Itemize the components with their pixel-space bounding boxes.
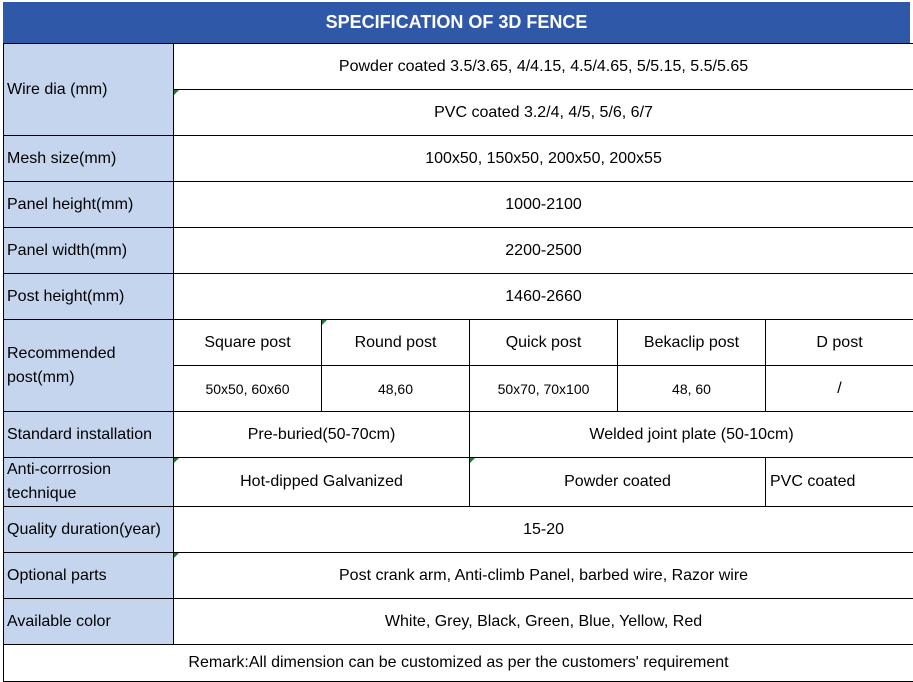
table-row [4, 228, 913, 274]
post-type-quick: Quick post [470, 320, 618, 366]
installation-label: Standard installation [4, 412, 174, 458]
post-size-round: 48,60 [322, 366, 470, 412]
corrosion-powder: Powder coated [470, 458, 766, 507]
table-row [4, 274, 913, 320]
post-size-square: 50x50, 60x60 [174, 366, 322, 412]
post-type-square: Square post [174, 320, 322, 366]
table-row [4, 320, 913, 366]
table-row [4, 136, 913, 182]
quality-duration-value: 15-20 [174, 507, 913, 553]
corrosion-pvc: PVC coated [766, 458, 913, 507]
table-row [4, 44, 913, 90]
mesh-size-value: 100x50, 150x50, 200x50, 200x55 [174, 136, 913, 182]
post-type-bekaclip: Bekaclip post [618, 320, 766, 366]
table-row [4, 458, 913, 507]
post-height-value: 1460-2660 [174, 274, 913, 320]
panel-width-value: 2200-2500 [174, 228, 913, 274]
optional-parts-label: Optional parts [4, 553, 174, 599]
wire-dia-pvc: PVC coated 3.2/4, 4/5, 5/6, 6/7 [174, 90, 913, 136]
corrosion-galvanized: Hot-dipped Galvanized [174, 458, 470, 507]
installation-welded: Welded joint plate (50-10cm) [470, 412, 913, 458]
remark: Remark:All dimension can be customized as per the customers' requirement [4, 645, 913, 682]
table-row [4, 412, 913, 458]
panel-height-value: 1000-2100 [174, 182, 913, 228]
anti-corrosion-label: Anti-corrrosion technique [4, 458, 174, 507]
table-row [4, 182, 913, 228]
post-type-d: D post [766, 320, 913, 366]
post-size-quick: 50x70, 70x100 [470, 366, 618, 412]
panel-height-label: Panel height(mm) [4, 182, 174, 228]
post-height-label: Post height(mm) [4, 274, 174, 320]
post-size-bekaclip: 48, 60 [618, 366, 766, 412]
quality-duration-label: Quality duration(year) [4, 507, 174, 553]
wire-dia-powder: Powder coated 3.5/3.65, 4/4.15, 4.5/4.65, 5/5.15, 5.5/5.65 [174, 44, 913, 90]
post-type-round: Round post [322, 320, 470, 366]
table-row [4, 507, 913, 553]
table-row [4, 599, 913, 645]
panel-width-label: Panel width(mm) [4, 228, 174, 274]
optional-parts-value: Post crank arm, Anti-climb Panel, barbed wire, Razor wire [174, 553, 913, 599]
table-row [4, 645, 913, 682]
post-size-d: / [766, 366, 913, 412]
available-color-value: White, Grey, Black, Green, Blue, Yellow, Red [174, 599, 913, 645]
wire-dia-label: Wire dia (mm) [4, 44, 174, 136]
available-color-label: Available color [4, 599, 174, 645]
table-row [4, 553, 913, 599]
page-title: SPECIFICATION OF 3D FENCE [3, 2, 910, 43]
installation-pre-buried: Pre-buried(50-70cm) [174, 412, 470, 458]
spec-table [3, 43, 913, 682]
mesh-size-label: Mesh size(mm) [4, 136, 174, 182]
recommended-post-label: Recommended post(mm) [4, 320, 174, 412]
